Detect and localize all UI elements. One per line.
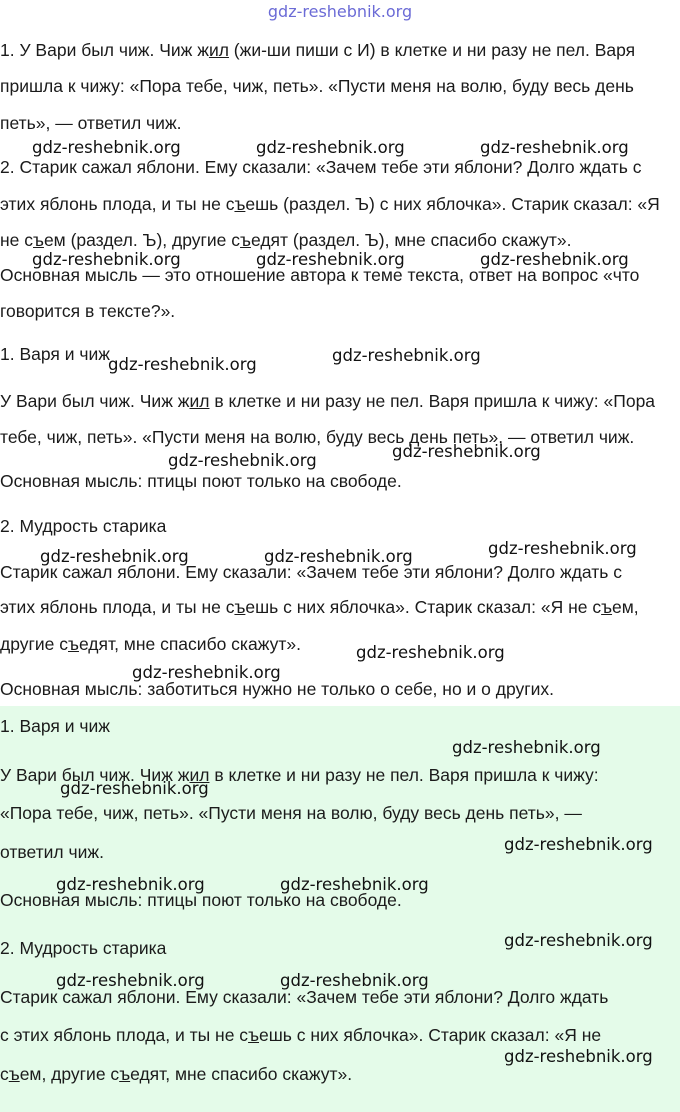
watermark: gdz-reshebnik.org (480, 138, 629, 157)
task1-line2: пришла к чижу: «Пора тебе, чиж, петь». «Пусти меня на волю, буду весь день (0, 76, 634, 96)
part2-line1: Старик сажал яблони. Ему сказали: «Зачем тебе эти яблони? Долго ждать с (0, 562, 623, 582)
part2-line3: другие съедят, мне спасибо скажут». (0, 634, 301, 654)
part2-title: 2. Мудрость старика (0, 516, 167, 536)
green-idea1: Основная мысль: птицы поют только на свободе. (0, 890, 402, 910)
watermark: gdz-reshebnik.org (504, 835, 653, 854)
green-line6: съем, другие съедят, мне спасибо скажут». (0, 1064, 353, 1084)
watermark: gdz-reshebnik.org (32, 250, 181, 269)
watermark: gdz-reshebnik.org (280, 971, 429, 990)
green-line4: Старик сажал яблони. Ему сказали: «Зачем тебе эти яблони? Долго ждать (0, 987, 609, 1007)
task1-line1: 1. У Вари был чиж. Чиж жил (жи-ши пиши с И) в клетке и ни разу не пел. Варя (0, 40, 636, 60)
watermark: gdz-reshebnik.org (356, 643, 505, 662)
green-title1: 1. Варя и чиж (0, 716, 110, 736)
part1-line1: У Вари был чиж. Чиж жил в клетке и ни разу не пел. Варя пришла к чижу: «Пора (0, 391, 656, 411)
green-line1: У Вари был чиж. Чиж жил в клетке и ни разу не пел. Варя пришла к чижу: (0, 765, 599, 785)
watermark: gdz-reshebnik.org (488, 539, 637, 558)
watermark: gdz-reshebnik.org (452, 738, 601, 757)
watermark: gdz-reshebnik.org (256, 250, 405, 269)
part2-idea: Основная мысль: заботиться нужно не только о себе, но и о других. (0, 679, 555, 699)
task2-line1: 2. Старик сажал яблони. Ему сказали: «Зачем тебе эти яблони? Долго ждать с (0, 157, 642, 177)
task1-line3: петь», — ответил чиж. (0, 113, 182, 133)
watermark: gdz-reshebnik.org (504, 1047, 653, 1066)
watermark: gdz-reshebnik.org (332, 346, 481, 365)
part1-title: 1. Варя и чиж (0, 344, 110, 364)
watermark: gdz-reshebnik.org (56, 875, 205, 894)
watermark: gdz-reshebnik.org (504, 931, 653, 950)
site-header-link[interactable]: gdz-reshebnik.org (267, 2, 413, 21)
main-idea-line2: говорится в тексте?». (0, 301, 176, 321)
main-idea-line1: Основная мысль — это отношение автора к теме текста, ответ на вопрос «что (0, 265, 640, 285)
watermark: gdz-reshebnik.org (256, 138, 405, 157)
green-title2: 2. Мудрость старика (0, 938, 167, 958)
watermark: gdz-reshebnik.org (392, 442, 541, 461)
part2-line2: этих яблонь плода, и ты не съешь с них яблочка». Старик сказал: «Я не съем, (0, 597, 639, 617)
watermark: gdz-reshebnik.org (280, 875, 429, 894)
task2-line2: этих яблонь плода, и ты не съешь (раздел. Ъ) с них яблочка». Старик сказал: «Я (0, 194, 660, 214)
watermark: gdz-reshebnik.org (32, 138, 181, 157)
watermark: gdz-reshebnik.org (132, 663, 281, 682)
green-line3: ответил чиж. (0, 842, 104, 862)
task2-line3: не съем (раздел. Ъ), другие съедят (раздел. Ъ), мне спасибо скажут». (0, 230, 572, 250)
part1-idea: Основная мысль: птицы поют только на свободе. (0, 471, 402, 491)
green-line2: «Пора тебе, чиж, петь». «Пусти меня на волю, буду весь день петь», — (0, 803, 582, 823)
part1-line2: тебе, чиж, петь». «Пусти меня на волю, буду весь день петь», — ответил чиж. (0, 427, 635, 447)
watermark: gdz-reshebnik.org (56, 971, 205, 990)
green-line5: с этих яблонь плода, и ты не съешь с них яблочка». Старик сказал: «Я не (0, 1025, 602, 1045)
watermark: gdz-reshebnik.org (60, 779, 209, 798)
watermark: gdz-reshebnik.org (40, 547, 189, 566)
watermark: gdz-reshebnik.org (108, 355, 257, 374)
watermark: gdz-reshebnik.org (168, 451, 317, 470)
watermark: gdz-reshebnik.org (264, 547, 413, 566)
watermark: gdz-reshebnik.org (480, 250, 629, 269)
